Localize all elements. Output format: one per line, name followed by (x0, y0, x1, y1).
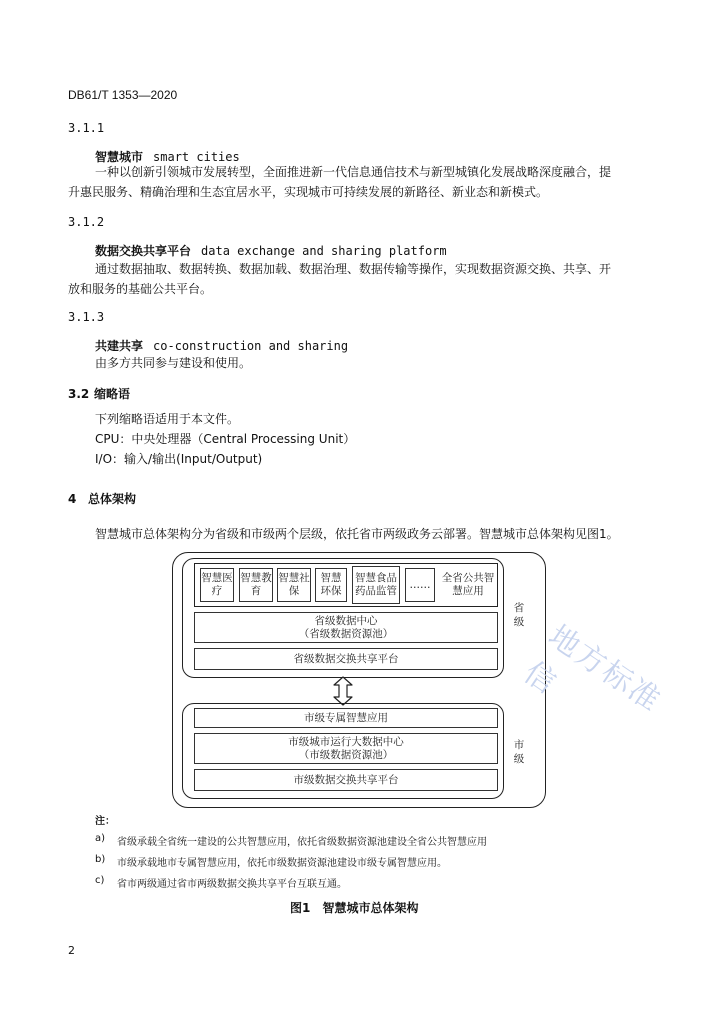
term-heading (95, 337, 348, 354)
city-exchange-platform (194, 769, 498, 791)
app-smart-medical: 智慧医疗 (200, 568, 234, 602)
note-marker: c) (95, 875, 105, 886)
term-english: co-construction and sharing (153, 339, 349, 353)
provincial-level-label: 省级 (513, 602, 525, 628)
term-english: data exchange and sharing platform (201, 244, 447, 258)
term-chinese: 智慧城市 (95, 150, 144, 164)
watermark: 地方标准信 (517, 618, 668, 720)
bidirectional-arrow-icon (326, 676, 360, 706)
definition-line: 放和服务的基础公共平台。 (68, 282, 213, 296)
section-heading (68, 490, 136, 507)
term-chinese: 共建共享 (95, 339, 144, 353)
figure-label: 图1 (290, 901, 311, 915)
term-heading (95, 242, 447, 259)
provincial-data-pool: （省级数据资源池） (298, 627, 394, 640)
section-title: 缩略语 (94, 387, 131, 401)
section-heading (68, 385, 130, 402)
provincial-exchange-platform-label: 省级数据交换共享平台 (293, 652, 399, 665)
paragraph-line: CPU：中央处理器（Central Processing Unit） (95, 432, 356, 446)
note-title: 注： (95, 816, 115, 827)
note-text: 省市两级通过省市两级数据交换共享平台互联互通。 (117, 879, 347, 890)
definition-line: 一种以创新引领城市发展转型，全面推进新一代信息通信技术与新型城镇化发展战略深度融合，提 (95, 165, 612, 179)
city-exclusive-apps (194, 708, 498, 728)
section-number: 4 (68, 492, 77, 506)
term-english: smart cities (153, 150, 240, 164)
app-provincial-public: 全省公共智慧应用 (441, 572, 495, 597)
city-data-pool: （市级数据资源池） (298, 748, 394, 761)
city-exclusive-apps-label: 市级专属智慧应用 (304, 711, 388, 724)
app-smart-food-drug: 智慧食品药品监管 (352, 566, 400, 604)
section-title: 总体架构 (88, 492, 137, 506)
section-number: 3.1.1 (68, 121, 105, 135)
paragraph-line: 下列缩略语适用于本文件。 (95, 412, 240, 426)
paragraph-line: 智慧城市总体架构分为省级和市级两个层级，依托省市两级政务云部署。智慧城市总体架构见图1。 (95, 527, 619, 541)
page-number: 2 (68, 944, 75, 957)
document-id: DB61/T 1353—2020 (68, 88, 178, 102)
figure-caption (290, 899, 419, 916)
note-marker: a) (95, 833, 106, 844)
definition-line: 升惠民服务、精确治理和生态宜居水平，实现城市可持续发展的新路径、新业态和新模式。 (68, 185, 549, 199)
city-big-data-center-name: 市级城市运行大数据中心 (288, 735, 404, 748)
definition-line: 由多方共同参与建设和使用。 (95, 356, 252, 370)
city-exchange-platform-label: 市级数据交换共享平台 (293, 773, 399, 786)
section-number: 3.1.3 (68, 310, 105, 324)
provincial-data-center (194, 612, 498, 643)
app-smart-education: 智慧教育 (239, 568, 273, 602)
city-level-label: 市级 (513, 739, 525, 765)
term-chinese: 数据交换共享平台 (95, 244, 192, 258)
note-marker: b) (95, 854, 106, 865)
note-text: 省级承载全省统一建设的公共智慧应用，依托省级数据资源池建设全省公共智慧应用 (117, 837, 487, 848)
app-ellipsis: …… (405, 568, 435, 602)
figure-title: 智慧城市总体架构 (322, 901, 419, 915)
section-number: 3.2 (68, 387, 90, 401)
definition-line: 通过数据抽取、数据转换、数据加载、数据治理、数据传输等操作，实现数据资源交换、共享、开 (95, 262, 612, 276)
app-smart-social-security: 智慧社保 (277, 568, 311, 602)
note-text: 市级承载地市专属智慧应用，依托市级数据资源池建设市级专属智慧应用。 (117, 858, 447, 869)
provincial-exchange-platform (194, 648, 498, 670)
city-big-data-center (194, 733, 498, 764)
app-smart-environment: 智慧环保 (315, 568, 347, 602)
paragraph-line: I/O：输入/输出(Input/Output) (95, 452, 263, 466)
provincial-data-center-name: 省级数据中心 (314, 614, 378, 627)
section-number: 3.1.2 (68, 215, 105, 229)
